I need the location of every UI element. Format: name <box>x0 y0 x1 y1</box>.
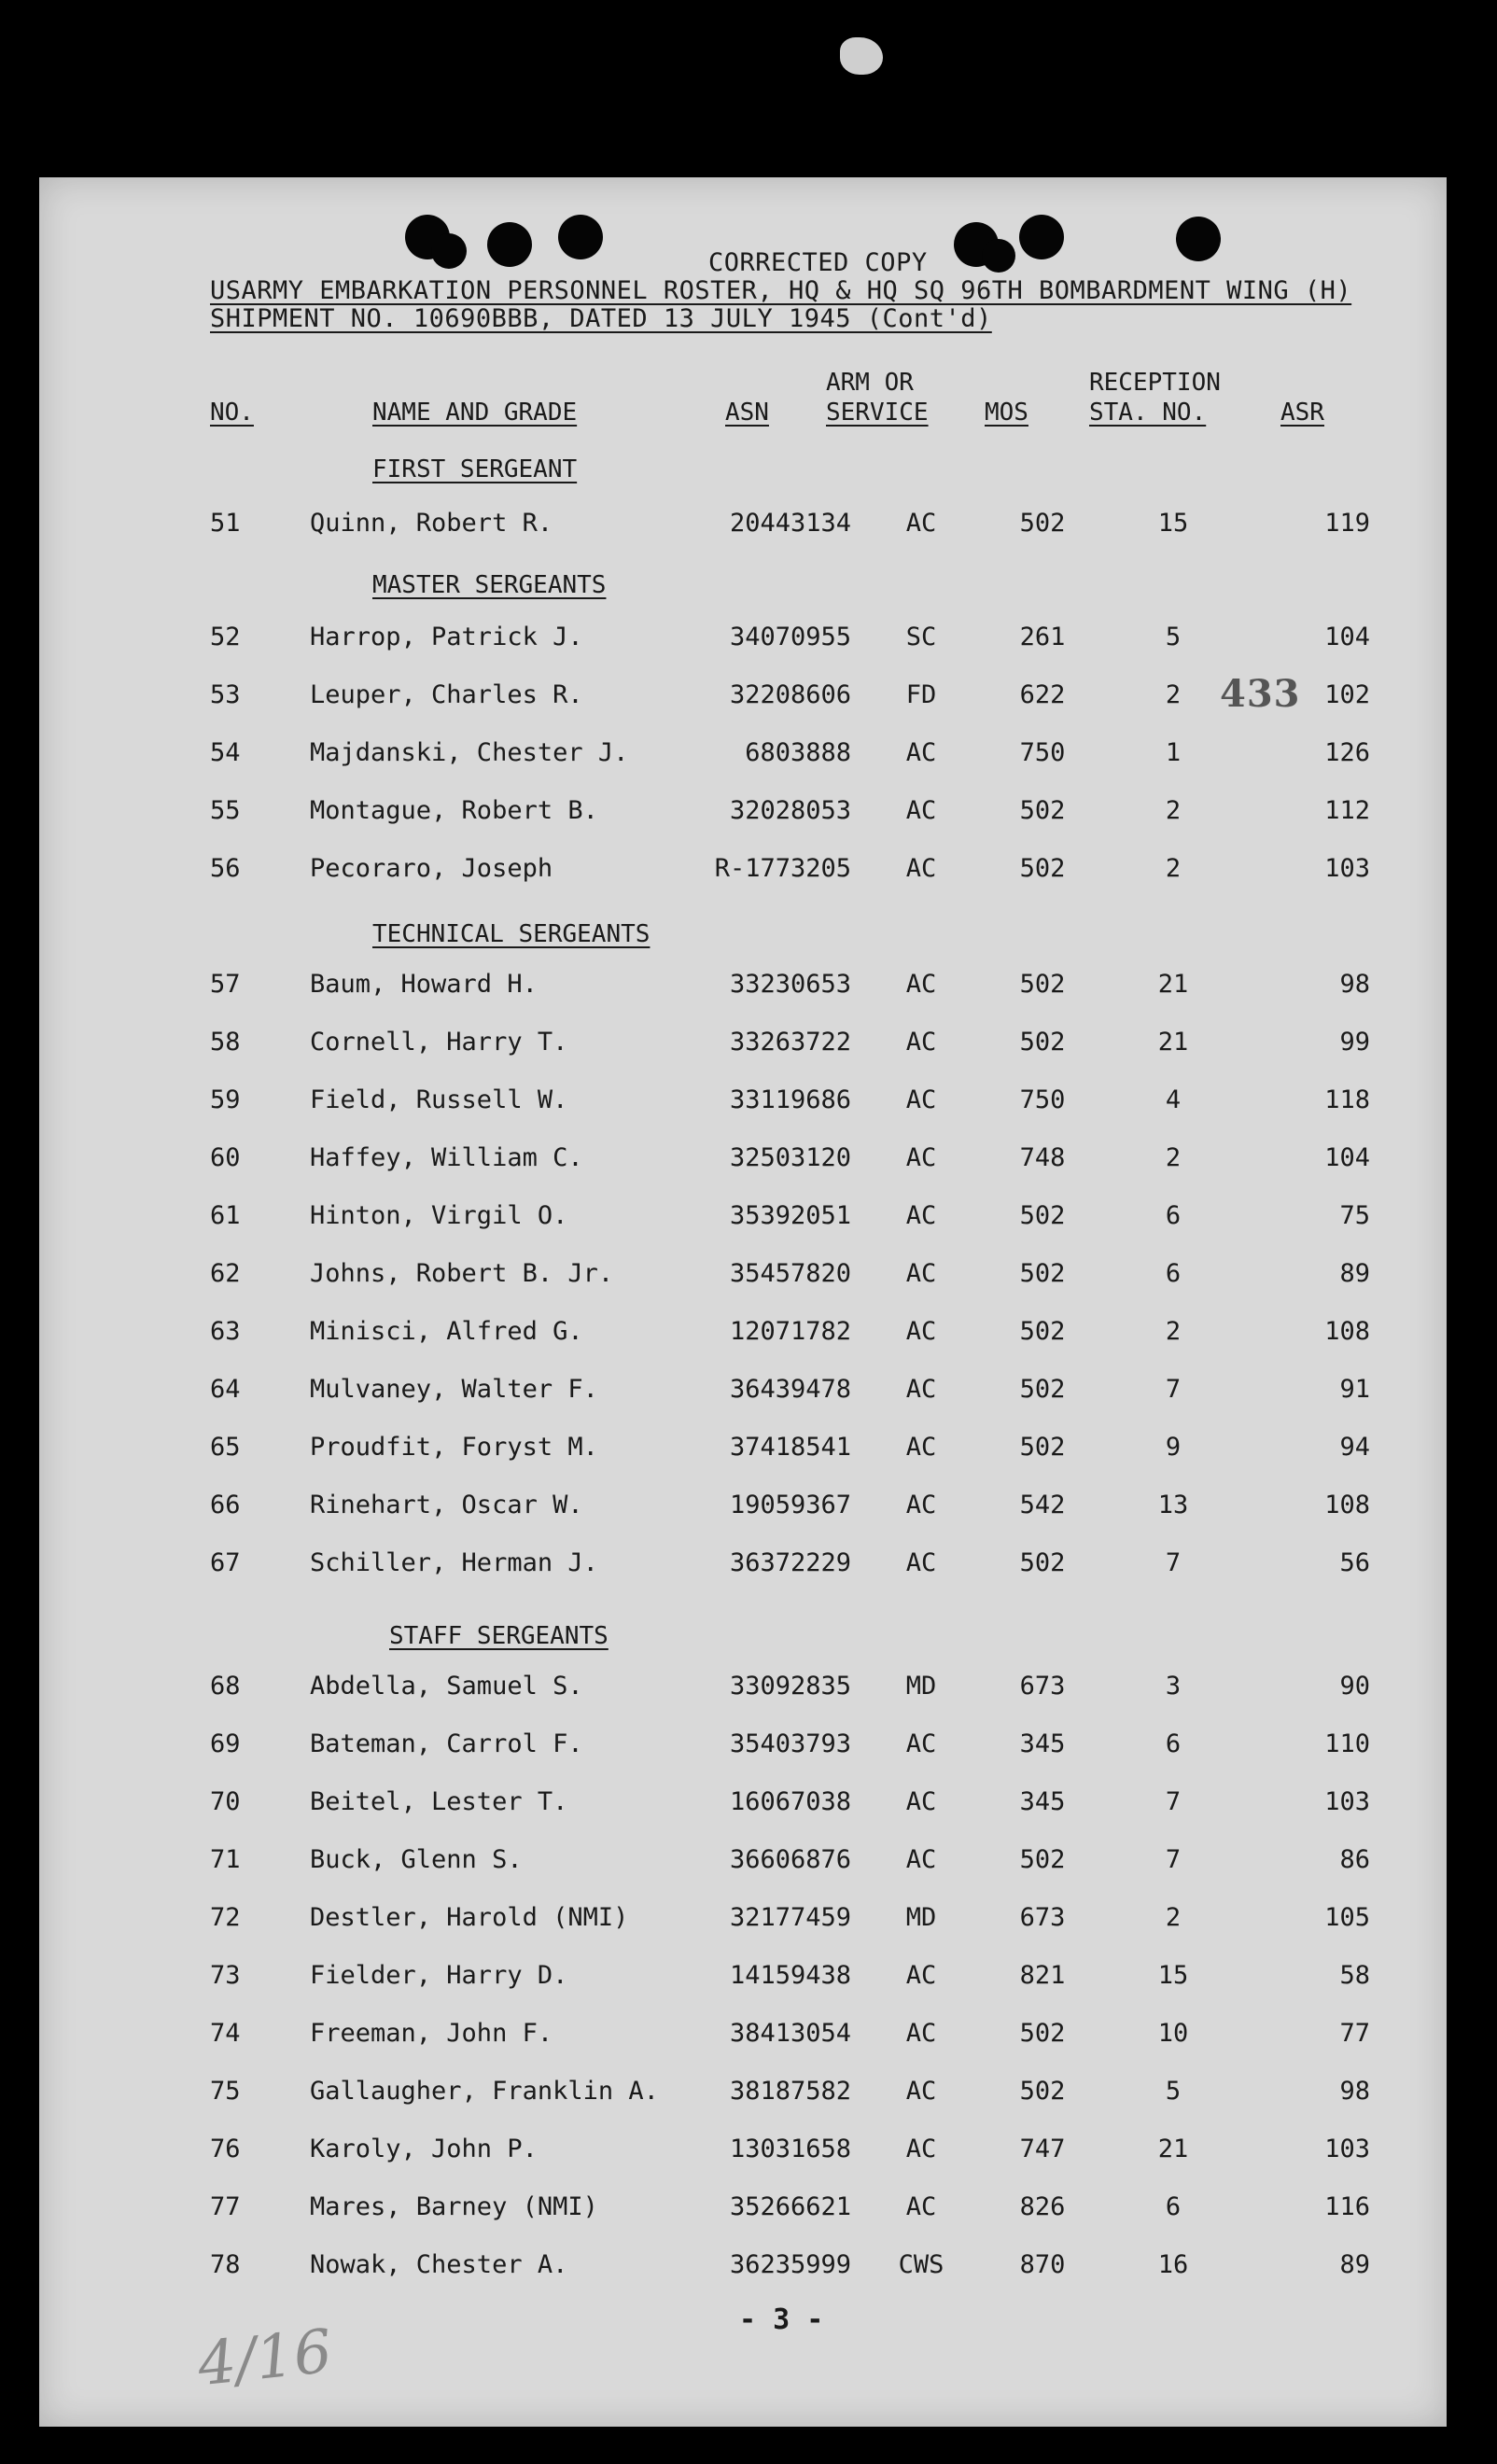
asn-value: 12071782 <box>729 1317 851 1346</box>
mos-value: 750 <box>1019 1085 1066 1114</box>
section-first-sergeant: FIRST SERGEANT <box>372 455 578 483</box>
table-row <box>39 2135 1447 2172</box>
reception-station: 2 <box>1165 854 1182 883</box>
punch-hole <box>982 239 1015 273</box>
arm-or-service: AC <box>905 854 937 883</box>
asr-value: 119 <box>1324 509 1370 538</box>
mos-value: 502 <box>1019 1548 1066 1577</box>
reception-station: 7 <box>1165 1548 1182 1577</box>
table-row <box>39 1028 1447 1065</box>
table-row <box>39 1961 1447 1998</box>
mos-value: 673 <box>1019 1903 1066 1932</box>
table-row <box>39 1729 1447 1767</box>
reception-station: 13 <box>1157 1491 1189 1519</box>
reception-station: 15 <box>1157 1961 1189 1990</box>
name-and-grade: Baum, Howard H. <box>310 970 538 999</box>
row-number: 78 <box>210 2250 241 2279</box>
arm-or-service: FD <box>905 680 937 709</box>
table-row <box>39 1787 1447 1825</box>
scan-speck <box>840 37 883 75</box>
col-header-no: NO. <box>210 399 254 427</box>
name-and-grade: Cornell, Harry T. <box>310 1028 568 1057</box>
asn-value: 35392051 <box>729 1201 851 1230</box>
mos-value: 502 <box>1019 1375 1066 1404</box>
row-number: 61 <box>210 1201 241 1230</box>
asn-value: 35457820 <box>729 1259 851 1288</box>
reception-station: 7 <box>1165 1787 1182 1816</box>
table-row <box>39 1375 1447 1412</box>
table-row <box>39 1201 1447 1239</box>
row-number: 59 <box>210 1085 241 1114</box>
asn-value: 32177459 <box>729 1903 851 1932</box>
mos-value: 502 <box>1019 1317 1066 1346</box>
arm-or-service: AC <box>905 1729 937 1758</box>
name-and-grade: Destler, Harold (NMI) <box>310 1903 629 1932</box>
table-row <box>39 1085 1447 1123</box>
row-number: 55 <box>210 796 241 825</box>
roster-title: USARMY EMBARKATION PERSONNEL ROSTER, HQ & HQ SQ 96TH BOMBARDMENT WING (H) <box>210 276 1352 305</box>
asn-value: 32028053 <box>729 796 851 825</box>
arm-or-service: AC <box>905 2019 937 2048</box>
mos-value: 502 <box>1019 509 1066 538</box>
mos-value: 502 <box>1019 1259 1066 1288</box>
table-row <box>39 1548 1447 1586</box>
asr-value: 116 <box>1324 2192 1370 2221</box>
table-row <box>39 854 1447 891</box>
mos-value: 750 <box>1019 738 1066 767</box>
reception-station: 6 <box>1165 1259 1182 1288</box>
asr-value: 99 <box>1339 1028 1370 1057</box>
reception-station: 6 <box>1165 2192 1182 2221</box>
asr-value: 104 <box>1324 1143 1370 1172</box>
table-row <box>39 2077 1447 2114</box>
asn-value: 16067038 <box>729 1787 851 1816</box>
mos-value: 821 <box>1019 1961 1066 1990</box>
mos-value: 502 <box>1019 796 1066 825</box>
name-and-grade: Mulvaney, Walter F. <box>310 1375 598 1404</box>
reception-station: 10 <box>1157 2019 1189 2048</box>
mos-value: 502 <box>1019 1845 1066 1874</box>
row-number: 73 <box>210 1961 241 1990</box>
arm-or-service: AC <box>905 1548 937 1577</box>
row-number: 54 <box>210 738 241 767</box>
table-row <box>39 738 1447 776</box>
mos-value: 747 <box>1019 2135 1066 2163</box>
asr-value: 105 <box>1324 1903 1370 1932</box>
col-header-name: NAME AND GRADE <box>372 399 578 427</box>
asn-value: 6803888 <box>745 738 851 767</box>
reception-station: 16 <box>1157 2250 1189 2279</box>
mos-value: 502 <box>1019 2077 1066 2106</box>
name-and-grade: Beitel, Lester T. <box>310 1787 568 1816</box>
table-row <box>39 1143 1447 1181</box>
arm-or-service: AC <box>905 796 937 825</box>
name-and-grade: Pecoraro, Joseph <box>310 854 553 883</box>
reception-station: 9 <box>1165 1433 1182 1462</box>
row-number: 52 <box>210 623 241 651</box>
col-header-asn: ASN <box>725 399 769 427</box>
row-number: 53 <box>210 680 241 709</box>
name-and-grade: Montague, Robert B. <box>310 796 598 825</box>
arm-or-service: AC <box>905 1845 937 1874</box>
asr-value: 90 <box>1339 1672 1370 1701</box>
asr-value: 86 <box>1339 1845 1370 1874</box>
table-row <box>39 1259 1447 1296</box>
arm-or-service: AC <box>905 1787 937 1816</box>
asn-value: 14159438 <box>729 1961 851 1990</box>
asn-value: 36235999 <box>729 2250 851 2279</box>
asr-value: 77 <box>1339 2019 1370 2048</box>
arm-or-service: CWS <box>898 2250 944 2279</box>
arm-or-service: AC <box>905 1085 937 1114</box>
asr-value: 91 <box>1339 1375 1370 1404</box>
asr-value: 103 <box>1324 1787 1370 1816</box>
name-and-grade: Majdanski, Chester J. <box>310 738 629 767</box>
reception-station: 21 <box>1157 970 1189 999</box>
table-row <box>39 970 1447 1007</box>
table-row <box>39 1433 1447 1470</box>
arm-or-service: MD <box>905 1672 937 1701</box>
name-and-grade: Hinton, Virgil O. <box>310 1201 568 1230</box>
asn-value: 36606876 <box>729 1845 851 1874</box>
mos-value: 673 <box>1019 1672 1066 1701</box>
arm-or-service: SC <box>905 623 937 651</box>
arm-or-service: AC <box>905 1259 937 1288</box>
reception-station: 2 <box>1165 1317 1182 1346</box>
mos-value: 345 <box>1019 1787 1066 1816</box>
col-header-asr: ASR <box>1280 399 1324 427</box>
section-master-sergeants: MASTER SERGEANTS <box>372 571 607 599</box>
asr-value: 98 <box>1339 2077 1370 2106</box>
reception-station: 21 <box>1157 2135 1189 2163</box>
arm-or-service: MD <box>905 1903 937 1932</box>
corrected-copy-label: CORRECTED COPY <box>708 248 928 277</box>
mos-value: 542 <box>1019 1491 1066 1519</box>
reception-station: 2 <box>1165 680 1182 709</box>
asn-value: 19059367 <box>729 1491 851 1519</box>
name-and-grade: Schiller, Herman J. <box>310 1548 598 1577</box>
asn-value: 32208606 <box>729 680 851 709</box>
shipment-line: SHIPMENT NO. 10690BBB, DATED 13 JULY 1945 (Cont'd) <box>210 304 992 333</box>
reception-station: 5 <box>1165 2077 1182 2106</box>
mos-value: 261 <box>1019 623 1066 651</box>
handwritten-note: 4/16 <box>194 2317 336 2401</box>
row-number: 60 <box>210 1143 241 1172</box>
name-and-grade: Rinehart, Oscar W. <box>310 1491 583 1519</box>
asn-value: 35403793 <box>729 1729 851 1758</box>
arm-or-service: AC <box>905 1201 937 1230</box>
reception-station: 4 <box>1165 1085 1182 1114</box>
name-and-grade: Harrop, Patrick J. <box>310 623 583 651</box>
table-row <box>39 1672 1447 1709</box>
name-and-grade: Nowak, Chester A. <box>310 2250 568 2279</box>
name-and-grade: Mares, Barney (NMI) <box>310 2192 598 2221</box>
reception-station: 21 <box>1157 1028 1189 1057</box>
asr-value: 94 <box>1339 1433 1370 1462</box>
name-and-grade: Buck, Glenn S. <box>310 1845 523 1874</box>
arm-or-service: AC <box>905 2192 937 2221</box>
table-row <box>39 1317 1447 1354</box>
asn-value: 36372229 <box>729 1548 851 1577</box>
asn-value: 38413054 <box>729 2019 851 2048</box>
punch-hole <box>431 233 467 269</box>
table-row <box>39 2019 1447 2056</box>
table-row <box>39 623 1447 660</box>
row-number: 64 <box>210 1375 241 1404</box>
asn-value: 33263722 <box>729 1028 851 1057</box>
row-number: 76 <box>210 2135 241 2163</box>
arm-or-service: AC <box>905 970 937 999</box>
table-row <box>39 2192 1447 2230</box>
row-number: 58 <box>210 1028 241 1057</box>
row-number: 57 <box>210 970 241 999</box>
mos-value: 345 <box>1019 1729 1066 1758</box>
mos-value: 502 <box>1019 1028 1066 1057</box>
asr-value: 108 <box>1324 1491 1370 1519</box>
arm-or-service: AC <box>905 1433 937 1462</box>
row-number: 67 <box>210 1548 241 1577</box>
name-and-grade: Proudfit, Foryst M. <box>310 1433 598 1462</box>
row-number: 75 <box>210 2077 241 2106</box>
row-number: 68 <box>210 1672 241 1701</box>
table-row <box>39 1903 1447 1940</box>
asr-value: 103 <box>1324 854 1370 883</box>
punch-hole <box>558 215 603 259</box>
asn-value: 34070955 <box>729 623 851 651</box>
mos-value: 870 <box>1019 2250 1066 2279</box>
name-and-grade: Leuper, Charles R. <box>310 680 583 709</box>
mos-value: 748 <box>1019 1143 1066 1172</box>
asn-value: 37418541 <box>729 1433 851 1462</box>
mos-value: 502 <box>1019 970 1066 999</box>
reception-station: 6 <box>1165 1729 1182 1758</box>
mos-value: 502 <box>1019 1433 1066 1462</box>
asr-value: 58 <box>1339 1961 1370 1990</box>
mos-value: 502 <box>1019 2019 1066 2048</box>
reception-station: 2 <box>1165 1903 1182 1932</box>
punch-hole <box>487 222 532 267</box>
name-and-grade: Quinn, Robert R. <box>310 509 553 538</box>
name-and-grade: Freeman, John F. <box>310 2019 553 2048</box>
punch-hole <box>1019 215 1064 259</box>
reception-station: 7 <box>1165 1845 1182 1874</box>
table-row <box>39 796 1447 833</box>
asr-value: 103 <box>1324 2135 1370 2163</box>
arm-or-service: AC <box>905 1317 937 1346</box>
row-number: 77 <box>210 2192 241 2221</box>
section-technical-sergeants: TECHNICAL SERGEANTS <box>372 920 651 948</box>
asr-value: 56 <box>1339 1548 1370 1577</box>
row-number: 71 <box>210 1845 241 1874</box>
arm-or-service: AC <box>905 509 937 538</box>
asn-value: 32503120 <box>729 1143 851 1172</box>
asr-value: 126 <box>1324 738 1370 767</box>
row-number: 65 <box>210 1433 241 1462</box>
mos-value: 622 <box>1019 680 1066 709</box>
asr-value: 118 <box>1324 1085 1370 1114</box>
name-and-grade: Karoly, John P. <box>310 2135 538 2163</box>
asn-value: 13031658 <box>729 2135 851 2163</box>
mos-value: 502 <box>1019 854 1066 883</box>
asr-value: 110 <box>1324 1729 1370 1758</box>
asn-value: R-1773205 <box>714 854 851 883</box>
page-number: - 3 - <box>739 2303 824 2336</box>
arm-or-service: AC <box>905 1491 937 1519</box>
table-row <box>39 1845 1447 1883</box>
row-number: 63 <box>210 1317 241 1346</box>
reception-station: 6 <box>1165 1201 1182 1230</box>
asr-value: 102 <box>1324 680 1370 709</box>
asr-value: 98 <box>1339 970 1370 999</box>
row-number: 51 <box>210 509 241 538</box>
asn-value: 33230653 <box>729 970 851 999</box>
asn-value: 38187582 <box>729 2077 851 2106</box>
arm-or-service: AC <box>905 738 937 767</box>
row-number: 72 <box>210 1903 241 1932</box>
arm-or-service: AC <box>905 1028 937 1057</box>
reception-station: 15 <box>1157 509 1189 538</box>
reception-station: 5 <box>1165 623 1182 651</box>
asr-value: 104 <box>1324 623 1370 651</box>
mos-value: 502 <box>1019 1201 1066 1230</box>
row-number: 66 <box>210 1491 241 1519</box>
reception-station: 3 <box>1165 1672 1182 1701</box>
table-row <box>39 509 1447 546</box>
asr-value: 89 <box>1339 2250 1370 2279</box>
name-and-grade: Haffey, William C. <box>310 1143 583 1172</box>
name-and-grade: Bateman, Carrol F. <box>310 1729 583 1758</box>
row-number: 74 <box>210 2019 241 2048</box>
col-header-mos: MOS <box>985 399 1028 427</box>
col-header-arm-top: ARM OR <box>826 369 914 397</box>
arm-or-service: AC <box>905 1143 937 1172</box>
reception-station: 2 <box>1165 1143 1182 1172</box>
reception-station: 2 <box>1165 796 1182 825</box>
punch-hole <box>1176 217 1221 261</box>
asr-value: 75 <box>1339 1201 1370 1230</box>
asr-value: 108 <box>1324 1317 1370 1346</box>
reception-station: 7 <box>1165 1375 1182 1404</box>
arm-or-service: AC <box>905 2135 937 2163</box>
name-and-grade: Minisci, Alfred G. <box>310 1317 583 1346</box>
reception-station: 1 <box>1165 738 1182 767</box>
row-number: 69 <box>210 1729 241 1758</box>
asn-value: 33119686 <box>729 1085 851 1114</box>
arm-or-service: AC <box>905 2077 937 2106</box>
col-header-arm-bottom: SERVICE <box>826 399 929 427</box>
table-row <box>39 2250 1447 2288</box>
document-page <box>39 177 1447 2427</box>
row-number: 70 <box>210 1787 241 1816</box>
asn-value: 33092835 <box>729 1672 851 1701</box>
archive-stamp: 433 <box>1220 672 1301 716</box>
col-header-rec-bottom: STA. NO. <box>1089 399 1207 427</box>
arm-or-service: AC <box>905 1961 937 1990</box>
asr-value: 112 <box>1324 796 1370 825</box>
asn-value: 20443134 <box>729 509 851 538</box>
asn-value: 36439478 <box>729 1375 851 1404</box>
name-and-grade: Abdella, Samuel S. <box>310 1672 583 1701</box>
asn-value: 35266621 <box>729 2192 851 2221</box>
col-header-rec-top: RECEPTION <box>1089 369 1221 397</box>
row-number: 56 <box>210 854 241 883</box>
name-and-grade: Fielder, Harry D. <box>310 1961 568 1990</box>
name-and-grade: Gallaugher, Franklin A. <box>310 2077 659 2106</box>
name-and-grade: Field, Russell W. <box>310 1085 568 1114</box>
mos-value: 826 <box>1019 2192 1066 2221</box>
arm-or-service: AC <box>905 1375 937 1404</box>
name-and-grade: Johns, Robert B. Jr. <box>310 1259 614 1288</box>
asr-value: 89 <box>1339 1259 1370 1288</box>
row-number: 62 <box>210 1259 241 1288</box>
table-row <box>39 1491 1447 1528</box>
section-staff-sergeants: STAFF SERGEANTS <box>389 1622 609 1650</box>
